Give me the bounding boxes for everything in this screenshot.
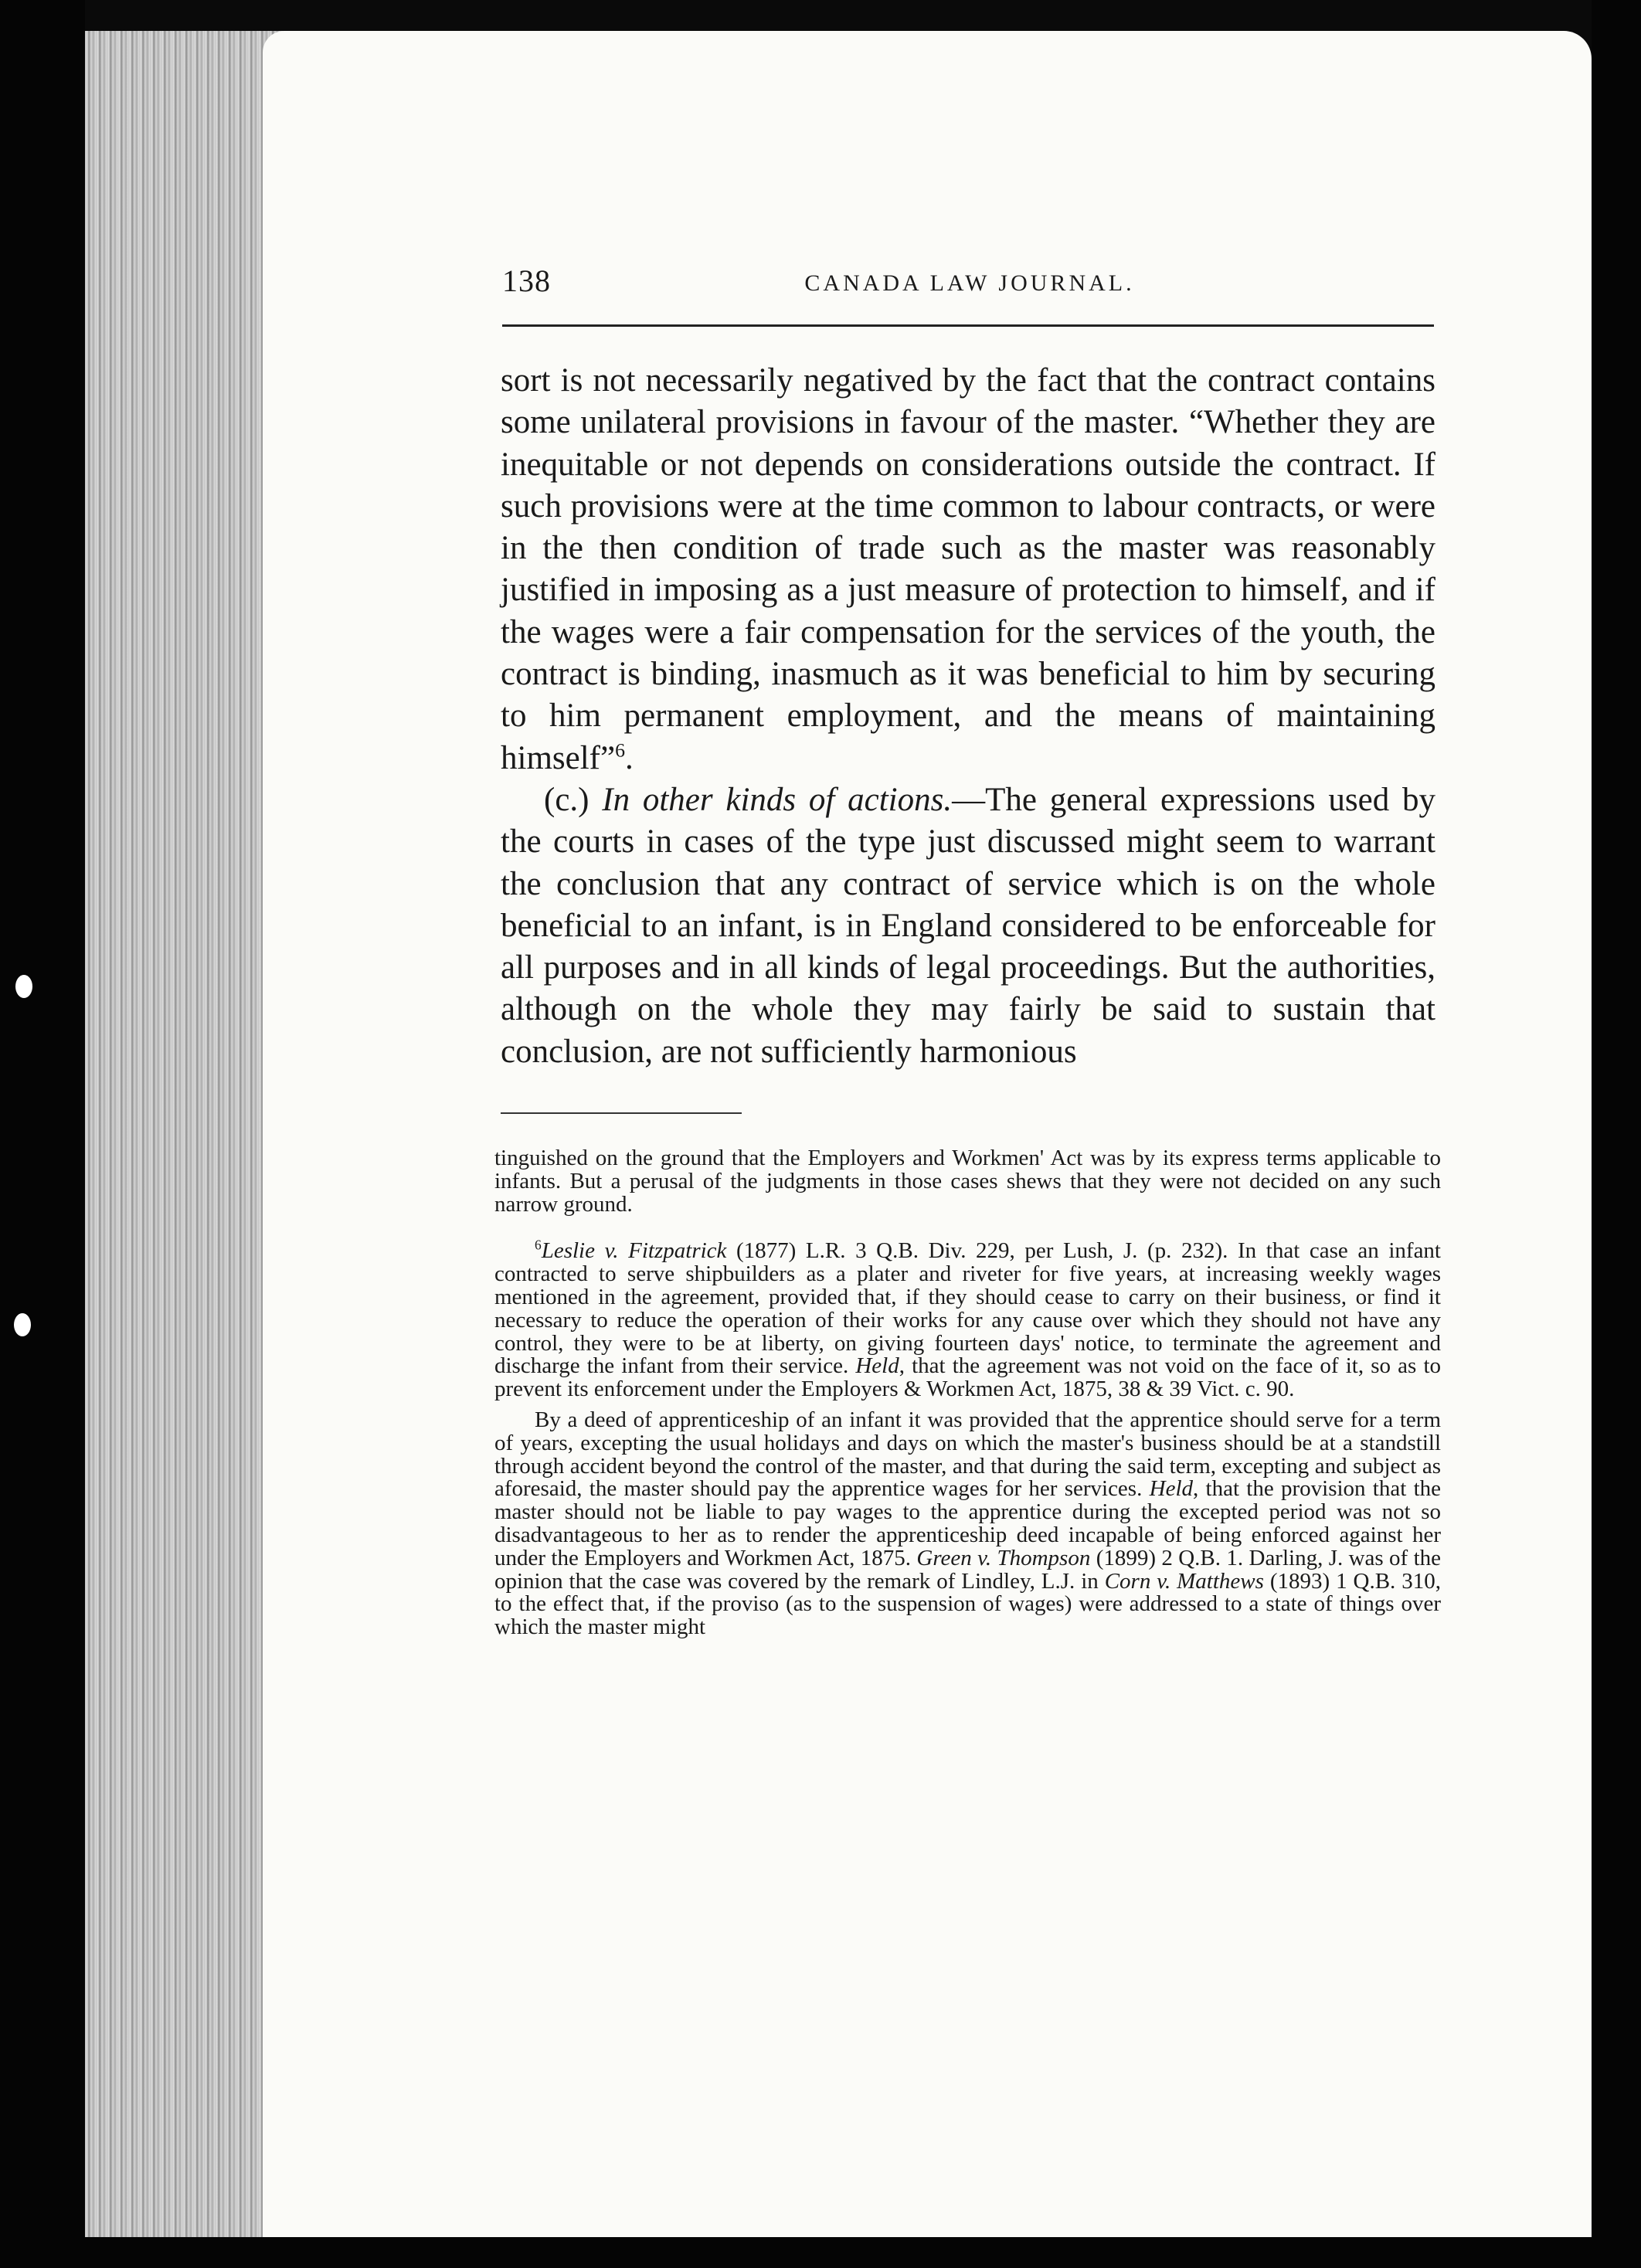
footnote-reference: 6 bbox=[615, 738, 625, 762]
scan-dark-border-right bbox=[1592, 0, 1641, 2268]
scan-dark-border bbox=[0, 0, 85, 2268]
section-heading: In other kinds of actions. bbox=[602, 781, 953, 818]
case-name: Green v. Thompson bbox=[916, 1545, 1091, 1570]
paragraph: (c.) In other kinds of actions.—The general expressions used by the courts in cases of the type just discussed might seem to warrant the conclusion that any contract of service which is on the whole beneficial to an infant, is in England considered to be enforceable for all purposes and in all kinds of legal proceedings. But the authorities, although on the whole they may fairly be said to sustain that conclusion, are not sufficiently harmonious bbox=[501, 781, 1436, 1070]
paragraph: sort is not necessarily negatived by the fact that the contract contains some unilateral provisions in favour of the master. “Whether they are inequitable or not depends on considerations outside the contract. If such provisions were at the time common to labour contracts, or were in the then condition of trade such as the master was reasonably justified in imposing as a just measure of protection to himself, and if the wages were a fair compensation for the services of the youth, the contract is binding, inasmuch as it was beneficial to him by securing to him permanent employment, and the means of maintaining himself”$^6$. bbox=[501, 362, 1435, 776]
footnotes bbox=[494, 1147, 1441, 1639]
footnote-continuation: tinguished on the ground that the Employers and Workmen' Act was by its express terms applicable to infants. But a perusal of the judgments in those cases shews that they were not decided on any such narrow ground. bbox=[494, 1146, 1441, 1217]
case-name: Leslie v. Fitzpatrick bbox=[541, 1238, 727, 1264]
footnote-paragraph: By a deed of apprenticeship of an infant it was provided that the apprentice should serve for a term of years, excepting the usual holidays and days on which the master's business should be at a standstill through accident beyond the control of the master, and that during the said term, excepting and subject as aforesaid, the master should pay the apprentice wages for her services. Held, that the provision that the master should not be liable to pay wages to the apprentice during the excepted period was not so disadvantageous to her as to render the apprenticeship deed incapable of being enforced against her under the Employers and Workmen Act, 1875. Green v. Thompson (1899) 2 Q.B. 1. Darling, J. was of the opinion that the case was covered by the remark of Lindley, L.J. in Corn v. Matthews (1893) 1 Q.B. 310, to the effect that, if the proviso (as to the suspension of wages) were addressed to a state of things over which the master might bbox=[494, 1407, 1441, 1640]
running-title: CANADA LAW JOURNAL. bbox=[804, 270, 1135, 296]
footnote-marker: 6 bbox=[535, 1237, 542, 1253]
footnote: $^6$Leslie v. Fitzpatrick (1877) L.R. 3 Q.B. Div. 229, per Lush, J. (p. 232). In that case an infant contracted to serve shipbuilders as a plater and riveter for five years, at increasing weekly wages mentioned in the agreement, provided that, if they should cease to carry on their business, or find it necessary to reduce the operation of their works for any cause over which they should not have any control, they were to be at liberty, on giving fourteen days' notice, to terminate the agreement and discharge the infant from their service. Held, that the agreement was not void on the face of it, so as to prevent its enforcement under the Employers & Workmen Act, 1875, 38 & 39 Vict. c. 90. bbox=[494, 1237, 1441, 1402]
case-name: Corn v. Matthews bbox=[1104, 1568, 1264, 1594]
header-rule bbox=[502, 324, 1434, 327]
punch-hole bbox=[14, 1313, 31, 1336]
page-header bbox=[502, 263, 1437, 309]
footnote-rule bbox=[501, 1112, 742, 1114]
body-text bbox=[501, 360, 1435, 1073]
scan-dark-border-bottom bbox=[0, 2237, 1641, 2268]
punch-hole bbox=[15, 975, 32, 998]
page-number: 138 bbox=[502, 263, 551, 298]
book-binding-edge bbox=[85, 31, 286, 2268]
